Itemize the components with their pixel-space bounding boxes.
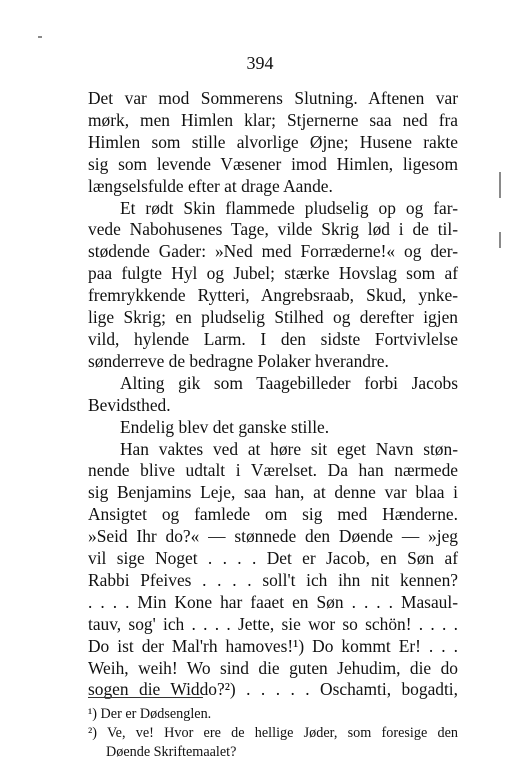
text-line: sig Benjamins Leje, saa han, at denne var blaa i bbox=[88, 482, 458, 503]
text-line: Bevidsthed. bbox=[88, 394, 171, 415]
margin-mark bbox=[499, 172, 501, 198]
text-line: mørk, men Himlen klar; Stjernerne saa ned fra bbox=[88, 109, 458, 130]
text-line: Alting gik som Taagebilleder forbi Jacobs bbox=[120, 372, 458, 393]
text-line: Det var mod Sommerens Slutning. Aftenen var bbox=[88, 88, 458, 108]
text-line: længselsfulde efter at drage Aande. bbox=[88, 175, 333, 196]
footnote-line: ¹) Der er Dødsenglen. bbox=[88, 706, 212, 722]
text-line: Rabbi Pfeives . . . . soll't ich ihn nit kennen? bbox=[88, 569, 458, 590]
text-line: Et rødt Skin flammede pludselig op og far- bbox=[120, 197, 458, 218]
text-line: sig som levende Væsener imod Himlen, ligesom bbox=[88, 153, 458, 174]
text-line: »Seid Ihr do?« — stønnede den Døende — »jeg bbox=[88, 526, 458, 547]
text-line: Weih, weih! Wo sind die guten Jehudim, die do bbox=[88, 657, 458, 678]
text-line: Han vaktes ved at høre sit eget Navn støn- bbox=[120, 438, 458, 459]
text-line: . . . . Min Kone har faaet en Søn . . . . Masaul- bbox=[88, 591, 458, 612]
text-line: vild, hylende Larm. I den sidste Fortvivlelse bbox=[88, 328, 458, 349]
footnote-2 bbox=[88, 724, 458, 762]
text-line: sønderreve de bedragne Polaker hverandre. bbox=[88, 350, 389, 371]
text-line: vede Nabohusenes Tage, vilde Skrig lød i de til- bbox=[88, 219, 458, 240]
text-line: Himlen som stille alvorlige Øjne; Husene rakte bbox=[88, 131, 458, 152]
text-line: sogen die Widdo?²) . . . . . Oschamti, bogadti, bbox=[88, 679, 458, 700]
text-line: paa fulgte Hyl og Jubel; stærke Hovslag som af bbox=[88, 263, 458, 284]
margin-mark bbox=[499, 232, 501, 248]
text-line: Do ist der Mal'rh hamoves!¹) Do kommt Er! . . . bbox=[88, 635, 458, 656]
text-line: tauv, sog' ich . . . . Jette, sie wor so schön! . . . . bbox=[88, 613, 458, 634]
text-line: lige Skrig; en pludselig Stilhed og derefter igjen bbox=[88, 307, 458, 328]
footnote-line: Døende Skriftemaalet? bbox=[106, 744, 237, 760]
text-line: fremrykkende Rytteri, Angrebsraab, Skud, ynke- bbox=[88, 285, 458, 306]
footnote-divider bbox=[88, 697, 203, 698]
footnote-line: ²) Ve, ve! Hvor ere de hellige Jøder, som foresige den bbox=[88, 725, 458, 741]
scan-speck bbox=[38, 36, 42, 38]
text-line: Ansigtet og famlede om sig med Hænderne. bbox=[88, 504, 458, 525]
text-line: stødende Gader: »Ned med Forræderne!« og der- bbox=[88, 241, 458, 262]
footnote-1 bbox=[88, 705, 458, 724]
text-line: vil sige Noget . . . . Det er Jacob, en Søn af bbox=[88, 548, 458, 569]
text-line: Endelig blev det ganske stille. bbox=[120, 416, 330, 437]
text-line: nende blive udtalt i Værelset. Da han nærmede bbox=[88, 460, 458, 481]
footnotes bbox=[88, 705, 458, 762]
page-number: 394 bbox=[246, 53, 274, 73]
body-text bbox=[88, 88, 458, 701]
